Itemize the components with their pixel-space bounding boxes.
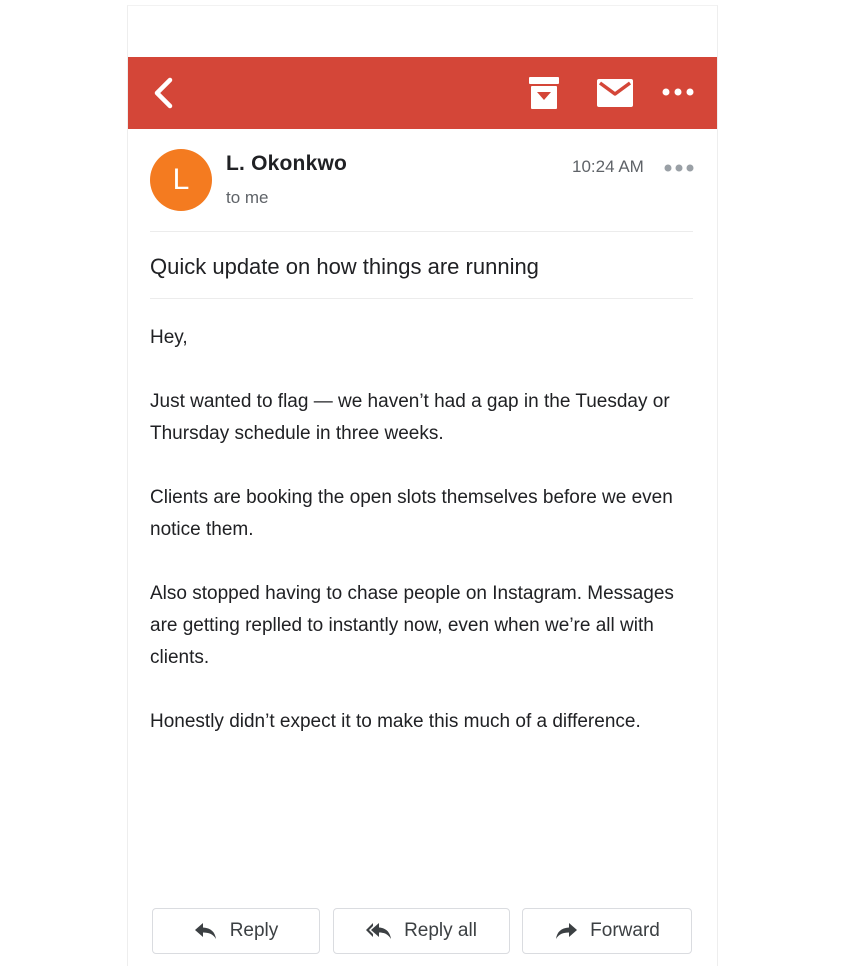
back-icon xyxy=(150,77,180,109)
back-button[interactable] xyxy=(150,77,180,109)
subject-divider xyxy=(150,298,693,299)
body-paragraph: Hey, xyxy=(150,327,188,348)
archive-button[interactable] xyxy=(528,76,560,110)
body-paragraph: Just wanted to flag — we haven’t had a gap in the Tuesday or Thursday schedule in three weeks. xyxy=(150,391,670,444)
reply-all-icon xyxy=(366,921,392,941)
email-view xyxy=(127,5,718,966)
forward-label: Forward xyxy=(590,920,660,941)
mark-unread-icon xyxy=(596,78,634,108)
forward-icon xyxy=(554,921,578,941)
reply-all-button[interactable] xyxy=(333,908,510,954)
body-paragraph: Clients are booking the open slots themselves before we even notice them. xyxy=(150,487,673,540)
forward-button[interactable] xyxy=(522,908,692,954)
message-more-button[interactable] xyxy=(664,161,694,173)
body-paragraph: Honestly didn’t expect it to make this much of a difference. xyxy=(150,711,641,732)
more-options-icon xyxy=(664,162,694,174)
recipient-line[interactable]: to me xyxy=(226,188,269,207)
email-subject: Quick update on how things are running xyxy=(150,254,539,279)
header-divider xyxy=(150,231,693,232)
reply-icon xyxy=(194,921,218,941)
email-timestamp: 10:24 AM xyxy=(572,157,644,176)
toolbar-more-button[interactable] xyxy=(662,85,694,99)
sender-name[interactable]: L. Okonkwo xyxy=(226,152,348,175)
body-paragraph: Also stopped having to chase people on Instagram. Messages are getting replled to instantly now, even when we’re all with clients. xyxy=(150,583,674,668)
reply-button[interactable] xyxy=(152,908,320,954)
archive-icon xyxy=(528,76,560,110)
more-options-icon xyxy=(662,85,694,99)
sender-avatar[interactable]: L xyxy=(150,149,212,211)
reply-label: Reply xyxy=(229,920,279,941)
app-toolbar xyxy=(128,57,717,129)
email-body xyxy=(150,322,695,770)
mark-unread-button[interactable] xyxy=(596,78,634,108)
reply-all-label: Reply all xyxy=(404,920,477,941)
